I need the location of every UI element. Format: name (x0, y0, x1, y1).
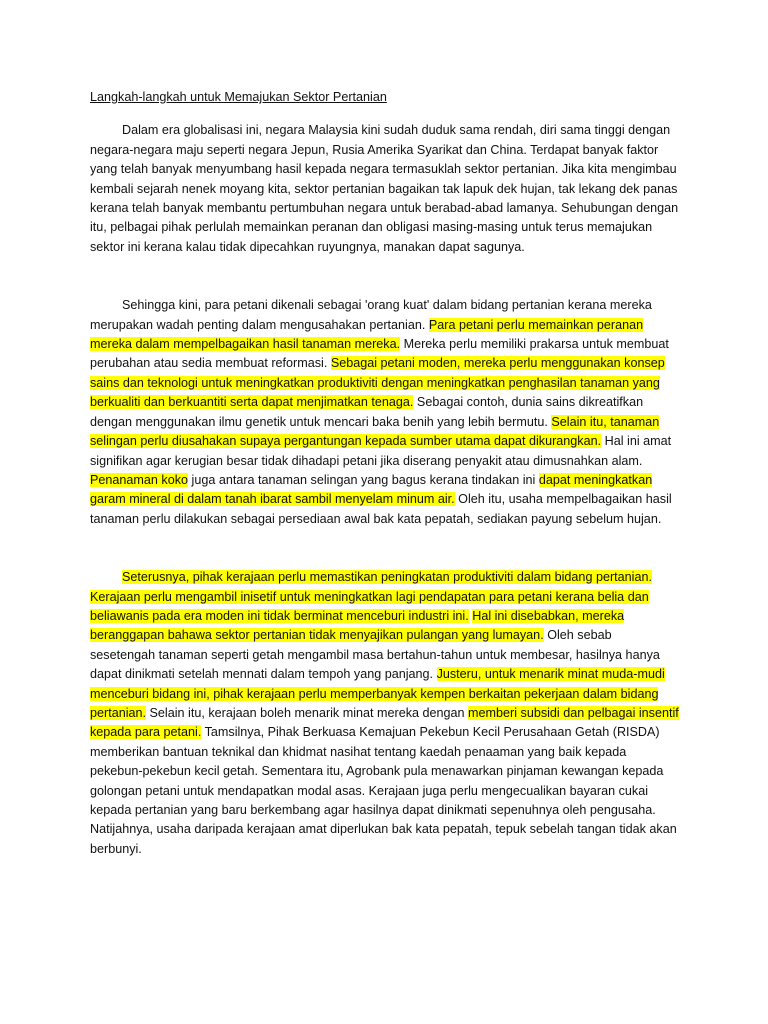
text-segment: Oleh itu, usaha mempelbagaikan hasil tanaman perlu dilakukan sebagai persediaan awal bak kata pepatah, sediakan payung sebelum hujan. (90, 492, 672, 526)
paragraph-gap (90, 257, 680, 296)
highlighted-text: Penanaman koko (90, 472, 189, 487)
highlighted-text: Sebagai petani moden, mereka perlu menggunakan konsep sains dan teknologi untuk meningkatkan produktiviti dengan meningkatkan penghasilan tanaman yang berkualiti dan berkuantiti serta dapat menjimatkan tenaga. (90, 356, 665, 410)
text-segment: Oleh sebab sesetengah tanaman seperti getah mengambil masa bertahun-tahun untuk membesar, hasilnya hanya dapat dinikmati setelah mennati dalam tempoh yang panjang. (90, 628, 660, 682)
paragraph (90, 568, 680, 859)
highlighted-text: Justeru, untuk menarik minat muda-mudi menceburi bidang ini, pihak kerajaan perlu memperbanyak kempen berkaitan pekerjaan dalam bidang pertanian. (90, 667, 665, 720)
text-segment: Sebagai contoh, dunia sains dikreatifkan dengan menggunakan ilmu genetik untuk mencari baka benih yang lebih bermutu. (90, 395, 644, 429)
text-segment: Selain itu, kerajaan boleh menarik minat mereka dengan (146, 705, 469, 720)
highlighted-text: Seterusnya, pihak kerajaan perlu memastikan peningkatan produktiviti dalam bidang pertanian. (122, 570, 652, 585)
text-segment: Sehingga kini, para petani dikenali sebagai 'orang kuat' dalam bidang pertanian kerana mereka merupakan wadah penting dalam mengusahakan pertanian. (90, 298, 652, 332)
text-segment: Hal ini amat signifikan agar kerugian besar tidak dihadapi petani jika diserang penyakit atau dimusnahkan alam. (90, 434, 672, 468)
highlighted-text: Para petani perlu memainkan peranan mereka dalam mempelbagaikan hasil tanaman mereka. (90, 317, 644, 352)
text-segment: Tamsilnya, Pihak Berkuasa Kemajuan Pekebun Kecil Perusahaan Getah (RISDA) memberikan bantuan teknikal dan khidmat nasihat tentang kaedah penaaman yang baik kepada pekebun-pekebun kecil getah. Sementara itu, Agrobank pula menawarkan pinjaman kewangan kepada golongan petani untuk mendapatkan modal asas. Kerajaan juga perlu mengecualikan bayaran cukai kepada pertanian yang baru berkembang agar hasilnya dapat dinikmati sepenuhnya oleh pengusaha. Natijahnya, usaha daripada kerajaan amat diperlukan bak kata pepatah, tepuk sebelah tangan tidak akan berbunyi. (90, 725, 677, 856)
highlighted-text: Hal ini disebabkan, mereka beranggapan bahawa sektor pertanian tidak menyajikan pulangan yang lumayan. (90, 608, 625, 643)
document-title: Langkah-langkah untuk Memajukan Sektor Pertanian (90, 90, 387, 104)
highlighted-text: memberi subsidi dan pelbagai insentif kepada para petani. (90, 705, 679, 740)
paragraph-gap (90, 529, 680, 568)
highlighted-text: dapat meningkatkan garam mineral di dalam tanah ibarat sambil menyelam minum air. (90, 472, 653, 507)
text-segment: juga antara tanaman selingan yang bagus kerana tindakan ini (188, 472, 539, 487)
paragraph (90, 296, 680, 529)
text-segment: Dalam era globalisasi ini, negara Malaysia kini sudah duduk sama rendah, diri sama tinggi dengan negara-negara maju seperti negara Jepun, Rusia Amerika Syarikat dan China. Terdapat banyak faktor yang telah banyak menyumbang hasil kepada negara termasuklah sektor pertanian. Jika kita mengimbau kembali sejarah nenek moyang kita, sektor pertanian bagaikan tak lapuk dek hujan, tak lekang dek panas kerana telah banyak membantu pertumbuhan negara untuk berabad-abad lamanya. Sehubungan dengan itu, pelbagai pihak perlulah memainkan peranan dan obligasi masing-masing untuk terus memajukan sektor ini kerana kalau tidak dipecahkan ruyungnya, manakan dapat sagunya. (90, 123, 679, 254)
highlighted-text: Kerajaan perlu mengambil inisetif untuk meningkatkan lagi pendapatan para petani kerana belia dan beliawanis pada era moden ini tidak berminat menceburi industri ini. (90, 589, 649, 623)
text-segment: Mereka perlu memiliki prakarsa untuk membuat perubahan atau sedia membuat reformasi. (90, 337, 669, 371)
paragraph (90, 121, 680, 257)
document-body (90, 88, 680, 859)
highlighted-text: Selain itu, tanaman selingan perlu diusahakan supaya pergantungan kepada sumber utama dapat dikurangkan. (90, 414, 660, 449)
